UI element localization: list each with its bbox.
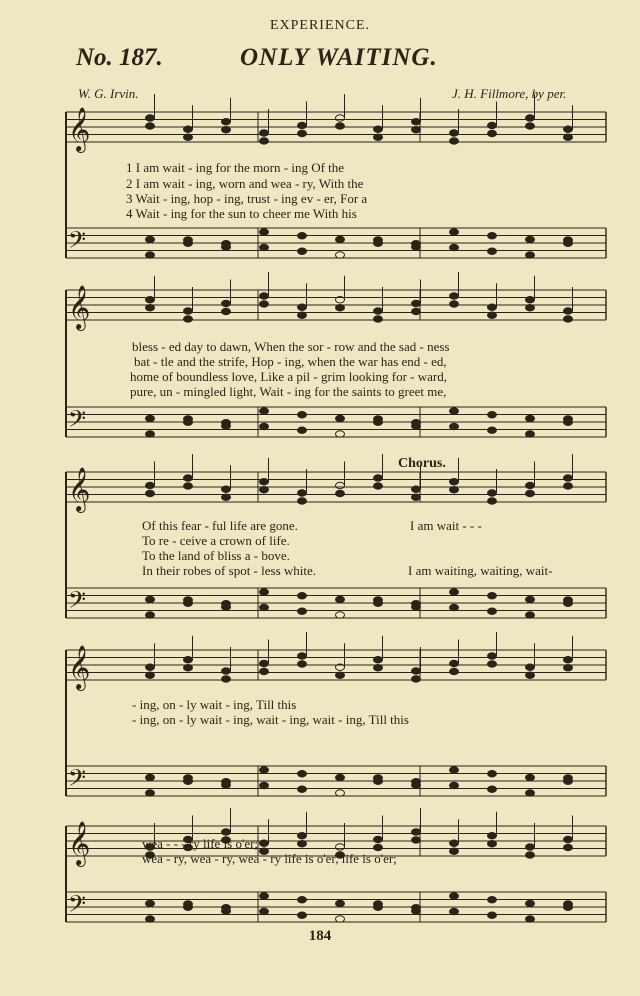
note-head bbox=[222, 241, 231, 247]
clef-glyph: 𝄢 bbox=[68, 405, 87, 438]
note-head bbox=[298, 786, 307, 792]
note-head bbox=[412, 779, 421, 785]
note-head bbox=[412, 668, 421, 674]
note-head bbox=[374, 836, 383, 842]
note-head bbox=[412, 837, 421, 843]
note-head bbox=[222, 779, 231, 785]
note-head bbox=[222, 300, 231, 306]
note-head bbox=[488, 771, 497, 777]
note-head bbox=[146, 115, 155, 121]
note-head bbox=[374, 665, 383, 671]
note-head bbox=[412, 420, 421, 426]
note-head bbox=[412, 486, 421, 492]
note-head bbox=[260, 782, 269, 788]
verse-line: home of boundless love, Like a pil - grim looking for - ward, bbox=[130, 369, 447, 384]
note-head bbox=[412, 676, 421, 682]
note-head bbox=[336, 482, 345, 488]
note-head bbox=[526, 305, 535, 311]
note-head bbox=[298, 130, 307, 136]
note-head bbox=[450, 604, 459, 610]
note-head bbox=[146, 612, 155, 618]
note-head bbox=[450, 301, 459, 307]
note-head bbox=[260, 130, 269, 136]
note-head bbox=[260, 487, 269, 493]
composer-credit: J. H. Fillmore, by per. bbox=[452, 86, 567, 101]
note-head bbox=[260, 589, 269, 595]
note-head bbox=[488, 130, 497, 136]
note-head bbox=[222, 676, 231, 682]
note-head bbox=[222, 486, 231, 492]
note-head bbox=[298, 653, 307, 659]
note-head bbox=[298, 841, 307, 847]
note-head bbox=[336, 672, 345, 678]
note-head bbox=[564, 657, 573, 663]
note-head bbox=[412, 119, 421, 125]
note-head bbox=[298, 897, 307, 903]
note-head bbox=[146, 672, 155, 678]
note-head bbox=[146, 123, 155, 129]
note-head bbox=[260, 767, 269, 773]
note-head bbox=[564, 134, 573, 140]
note-head bbox=[450, 423, 459, 429]
note-head bbox=[222, 308, 231, 314]
note-head bbox=[146, 305, 155, 311]
note-head bbox=[146, 790, 155, 796]
note-head bbox=[450, 138, 459, 144]
chorus-line: - ing, on - ly wait - ing, Till this bbox=[132, 697, 297, 712]
note-head bbox=[260, 893, 269, 899]
note-head bbox=[146, 236, 155, 242]
note-head bbox=[336, 415, 345, 421]
verse-line: bless - ed day to dawn, When the sor - row and the sad - ness bbox=[132, 339, 450, 354]
note-head bbox=[564, 901, 573, 907]
note-head bbox=[336, 123, 345, 129]
note-head bbox=[526, 297, 535, 303]
note-head bbox=[488, 248, 497, 254]
note-head bbox=[450, 840, 459, 846]
note-head bbox=[146, 664, 155, 670]
verse-line: 1 I am wait - ing for the morn - ing Of the bbox=[126, 160, 345, 175]
note-head bbox=[336, 774, 345, 780]
note-head bbox=[450, 767, 459, 773]
note-head bbox=[450, 660, 459, 666]
verse-line: pure, un - mingled light, Wait - ing for the saints to greet me, bbox=[130, 384, 447, 399]
note-head bbox=[450, 293, 459, 299]
note-head bbox=[488, 304, 497, 310]
note-head bbox=[260, 301, 269, 307]
note-head bbox=[374, 134, 383, 140]
note-head bbox=[336, 252, 345, 258]
note-head bbox=[298, 608, 307, 614]
note-head bbox=[336, 596, 345, 602]
note-head bbox=[526, 790, 535, 796]
note-head bbox=[526, 431, 535, 437]
note-head bbox=[374, 475, 383, 481]
note-head bbox=[526, 672, 535, 678]
note-head bbox=[146, 916, 155, 922]
note-head bbox=[298, 771, 307, 777]
note-head bbox=[526, 664, 535, 670]
note-head bbox=[526, 852, 535, 858]
note-head bbox=[336, 490, 345, 496]
note-head bbox=[374, 126, 383, 132]
note-head bbox=[450, 229, 459, 235]
note-head bbox=[146, 900, 155, 906]
note-head bbox=[564, 237, 573, 243]
note-head bbox=[374, 483, 383, 489]
note-head bbox=[260, 423, 269, 429]
note-head bbox=[450, 589, 459, 595]
note-head bbox=[184, 475, 193, 481]
note-head bbox=[336, 305, 345, 311]
clef-glyph: 𝄞 bbox=[68, 821, 91, 865]
note-head bbox=[374, 308, 383, 314]
chorus-label: Chorus. bbox=[398, 456, 446, 471]
note-head bbox=[146, 596, 155, 602]
note-head bbox=[336, 900, 345, 906]
note-head bbox=[488, 593, 497, 599]
note-head bbox=[336, 612, 345, 618]
note-head bbox=[184, 316, 193, 322]
note-head bbox=[374, 416, 383, 422]
note-head bbox=[374, 844, 383, 850]
note-head bbox=[488, 233, 497, 239]
note-head bbox=[450, 908, 459, 914]
note-head bbox=[488, 897, 497, 903]
note-head bbox=[222, 420, 231, 426]
chorus-line: wea - ry, wea - ry, wea - ry life is o'er, life is o'er; bbox=[142, 851, 397, 866]
clef-glyph: 𝄢 bbox=[68, 890, 87, 923]
note-head bbox=[412, 308, 421, 314]
note-head bbox=[526, 916, 535, 922]
note-head bbox=[488, 912, 497, 918]
hymn-number: No. 187. bbox=[76, 44, 163, 71]
note-head bbox=[488, 412, 497, 418]
page-number: 184 bbox=[308, 928, 332, 944]
note-head bbox=[222, 494, 231, 500]
note-head bbox=[450, 893, 459, 899]
note-head bbox=[298, 412, 307, 418]
note-head bbox=[488, 312, 497, 318]
note-head bbox=[412, 601, 421, 607]
note-head bbox=[298, 593, 307, 599]
note-head bbox=[184, 901, 193, 907]
note-head bbox=[564, 775, 573, 781]
note-head bbox=[488, 122, 497, 128]
note-head bbox=[526, 252, 535, 258]
note-head bbox=[260, 668, 269, 674]
author-credit: W. G. Irvin. bbox=[78, 86, 139, 101]
note-head bbox=[450, 130, 459, 136]
note-head bbox=[260, 604, 269, 610]
note-head bbox=[222, 829, 231, 835]
note-head bbox=[526, 774, 535, 780]
note-head bbox=[260, 229, 269, 235]
note-head bbox=[526, 236, 535, 242]
clef-glyph: 𝄞 bbox=[68, 467, 91, 511]
verse-line: 2 I am wait - ing, worn and wea - ry, With the bbox=[126, 176, 364, 191]
clef-glyph: 𝄢 bbox=[68, 586, 87, 619]
note-head bbox=[336, 916, 345, 922]
note-head bbox=[184, 775, 193, 781]
note-head bbox=[564, 597, 573, 603]
note-head bbox=[564, 416, 573, 422]
note-head bbox=[336, 790, 345, 796]
note-head bbox=[298, 490, 307, 496]
note-head bbox=[526, 123, 535, 129]
note-head bbox=[412, 494, 421, 500]
note-head bbox=[374, 597, 383, 603]
note-head bbox=[412, 241, 421, 247]
note-head bbox=[184, 416, 193, 422]
note-head bbox=[488, 841, 497, 847]
note-head bbox=[260, 138, 269, 144]
note-head bbox=[450, 782, 459, 788]
note-head bbox=[564, 844, 573, 850]
chorus-line: wea - - - ry life is o'er; bbox=[142, 836, 259, 851]
note-head bbox=[260, 244, 269, 250]
note-head bbox=[374, 775, 383, 781]
clef-glyph: 𝄞 bbox=[68, 645, 91, 689]
clef-glyph: 𝄢 bbox=[68, 226, 87, 259]
verse-line: To re - ceive a crown of life. bbox=[142, 533, 290, 548]
note-head bbox=[298, 833, 307, 839]
note-head bbox=[260, 479, 269, 485]
note-head bbox=[222, 601, 231, 607]
note-head bbox=[184, 597, 193, 603]
note-head bbox=[222, 127, 231, 133]
note-head bbox=[298, 312, 307, 318]
note-head bbox=[146, 774, 155, 780]
note-head bbox=[184, 657, 193, 663]
note-head bbox=[374, 901, 383, 907]
note-head bbox=[184, 134, 193, 140]
note-head bbox=[146, 431, 155, 437]
note-head bbox=[412, 300, 421, 306]
verse-line: To the land of bliss a - bove. bbox=[142, 548, 290, 563]
note-head bbox=[450, 408, 459, 414]
note-head bbox=[184, 126, 193, 132]
note-head bbox=[260, 660, 269, 666]
verse-line: 3 Wait - ing, hop - ing, trust - ing ev - er, For a bbox=[126, 191, 368, 206]
note-head bbox=[374, 237, 383, 243]
note-head bbox=[336, 115, 345, 121]
note-head bbox=[488, 490, 497, 496]
note-head bbox=[184, 483, 193, 489]
note-head bbox=[488, 498, 497, 504]
note-head bbox=[564, 665, 573, 671]
note-head bbox=[526, 115, 535, 121]
note-head bbox=[222, 668, 231, 674]
verse-line: 4 Wait - ing for the sun to cheer me With his bbox=[126, 206, 357, 221]
note-head bbox=[564, 316, 573, 322]
note-head bbox=[564, 836, 573, 842]
note-head bbox=[374, 657, 383, 663]
note-head bbox=[412, 905, 421, 911]
chorus-line: I am waiting, waiting, wait- bbox=[408, 563, 553, 578]
note-head bbox=[564, 475, 573, 481]
note-head bbox=[146, 415, 155, 421]
note-head bbox=[526, 612, 535, 618]
chorus-line: - ing, on - ly wait - ing, wait - ing, wait - ing, Till this bbox=[132, 712, 409, 727]
note-head bbox=[412, 127, 421, 133]
section-heading: EXPERIENCE. bbox=[269, 18, 371, 33]
note-head bbox=[526, 900, 535, 906]
note-head bbox=[260, 408, 269, 414]
note-head bbox=[412, 829, 421, 835]
note-head bbox=[526, 482, 535, 488]
hymn-title: ONLY WAITING. bbox=[240, 44, 438, 71]
note-head bbox=[450, 848, 459, 854]
note-head bbox=[260, 840, 269, 846]
note-head bbox=[488, 786, 497, 792]
note-head bbox=[222, 119, 231, 125]
note-head bbox=[488, 608, 497, 614]
note-head bbox=[298, 248, 307, 254]
note-head bbox=[564, 308, 573, 314]
note-head bbox=[260, 908, 269, 914]
note-head bbox=[184, 308, 193, 314]
clef-glyph: 𝄢 bbox=[68, 764, 87, 797]
note-head bbox=[146, 482, 155, 488]
clef-glyph: 𝄞 bbox=[68, 107, 91, 151]
note-head bbox=[146, 252, 155, 258]
note-head bbox=[564, 126, 573, 132]
note-head bbox=[374, 316, 383, 322]
note-head bbox=[526, 596, 535, 602]
note-head bbox=[450, 479, 459, 485]
note-head bbox=[184, 237, 193, 243]
note-head bbox=[450, 244, 459, 250]
note-head bbox=[450, 487, 459, 493]
note-head bbox=[336, 236, 345, 242]
note-head bbox=[298, 304, 307, 310]
note-head bbox=[488, 661, 497, 667]
note-head bbox=[488, 653, 497, 659]
verse-line: Of this fear - ful life are gone. bbox=[142, 518, 298, 533]
note-head bbox=[564, 483, 573, 489]
note-head bbox=[146, 297, 155, 303]
note-head bbox=[298, 233, 307, 239]
note-head bbox=[336, 844, 345, 850]
note-head bbox=[298, 427, 307, 433]
verse-line: In their robes of spot - less white. bbox=[142, 563, 317, 578]
note-head bbox=[450, 668, 459, 674]
note-head bbox=[526, 490, 535, 496]
note-head bbox=[298, 498, 307, 504]
verse-line: bat - tle and the strife, Hop - ing, when the war has end - ed, bbox=[134, 354, 447, 369]
note-head bbox=[488, 833, 497, 839]
note-head bbox=[184, 665, 193, 671]
clef-glyph: 𝄞 bbox=[68, 285, 91, 329]
note-head bbox=[298, 661, 307, 667]
note-head bbox=[336, 431, 345, 437]
note-head bbox=[526, 844, 535, 850]
note-head bbox=[298, 912, 307, 918]
note-head bbox=[526, 415, 535, 421]
note-head bbox=[146, 490, 155, 496]
note-head bbox=[298, 122, 307, 128]
note-head bbox=[222, 905, 231, 911]
note-head bbox=[488, 427, 497, 433]
note-head bbox=[260, 293, 269, 299]
chorus-line: I am wait - - - bbox=[410, 518, 482, 533]
